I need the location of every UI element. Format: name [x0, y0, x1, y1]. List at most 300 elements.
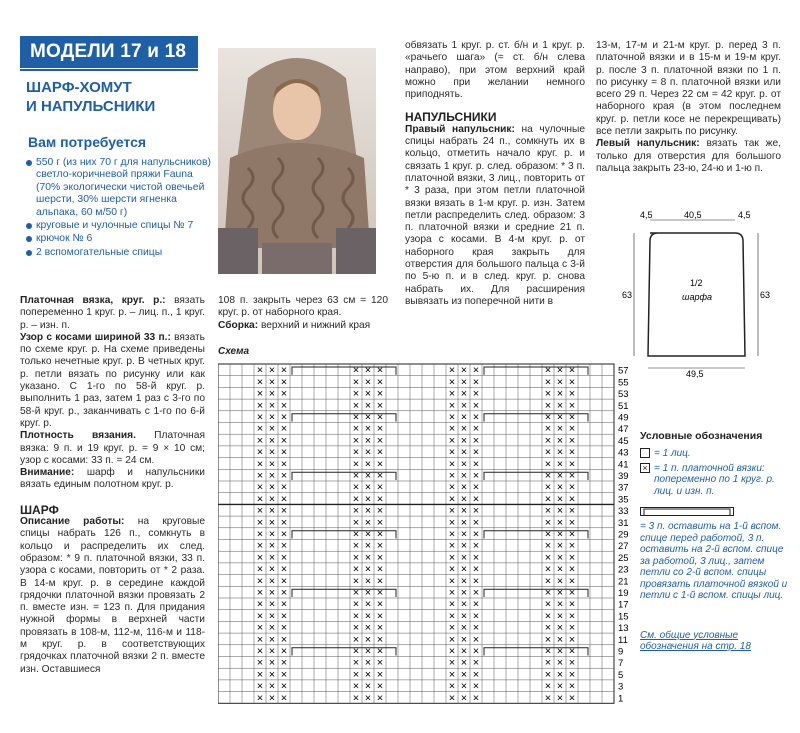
- cross-cell: ×: [256, 551, 264, 564]
- cross-cell: ×: [472, 587, 480, 599]
- cross-cell: ×: [544, 399, 552, 412]
- cross-cell: ×: [352, 364, 360, 377]
- cross-cell: ×: [280, 481, 288, 494]
- cross-cell: ×: [364, 528, 372, 541]
- cross-cell: ×: [556, 692, 564, 705]
- cross-cell: ×: [448, 388, 456, 401]
- cross-cell: ×: [556, 516, 564, 529]
- cross-cell: ×: [460, 423, 468, 436]
- row-number: 3: [618, 681, 624, 693]
- cross-cell: ×: [376, 470, 384, 482]
- cross-cell: ×: [256, 633, 264, 646]
- cross-cell: ×: [472, 610, 480, 623]
- cross-cell: ×: [352, 540, 360, 553]
- cross-cell: ×: [256, 645, 264, 658]
- cross-cell: ×: [460, 540, 468, 553]
- cross-cell: ×: [280, 399, 288, 412]
- cross-cell: ×: [460, 458, 468, 471]
- cross-cell: ×: [256, 399, 264, 412]
- row-number: 41: [618, 459, 629, 471]
- dim-left-h: 63: [622, 290, 633, 300]
- cross-cell: ×: [364, 657, 372, 670]
- dim-top: 40,5: [684, 210, 702, 220]
- cross-cell: ×: [568, 657, 576, 670]
- cross-cell: ×: [568, 598, 576, 611]
- cross-cell: ×: [280, 516, 288, 529]
- cross-cell: ×: [448, 399, 456, 412]
- cross-cell: ×: [472, 551, 480, 564]
- cross-cell: ×: [460, 575, 468, 588]
- cross-cell: ×: [460, 610, 468, 623]
- cross-cell: ×: [568, 575, 576, 588]
- cross-cell: ×: [568, 399, 576, 412]
- cross-cell: ×: [268, 505, 276, 518]
- row-number: 11: [618, 634, 628, 646]
- cross-cell: ×: [280, 376, 288, 389]
- cross-cell: ×: [448, 551, 456, 564]
- cross-cell: ×: [352, 680, 360, 693]
- cross-cell: ×: [364, 540, 372, 553]
- cross-cell: ×: [544, 575, 552, 588]
- row-number: 1: [618, 693, 624, 705]
- right-wristlet-cont: 13-м, 17-м и 21-м круг. р. перед 3 п. платочной вязки и в 15-м и 19-м круг. р. после 3 п. платочной вязки по 1 п. по рисунку = 8 п. платочной вязки или всего 29 п. Через 22 см = 42 круг. р. от наборного края (в этом последнем круг. р. петли косе не перекрещивать) все петли закрыть по рисунку.: [596, 40, 781, 138]
- cross-cell: ×: [556, 551, 564, 564]
- cross-cell: ×: [472, 364, 480, 377]
- cross-cell: ×: [568, 692, 576, 705]
- cross-cell: ×: [568, 434, 576, 447]
- cross-cell: ×: [472, 516, 480, 529]
- cross-cell: ×: [544, 680, 552, 693]
- cross-cell: ×: [376, 633, 384, 646]
- cross-cell: ×: [568, 376, 576, 389]
- cross-cell: ×: [364, 610, 372, 623]
- cross-cell: ×: [448, 668, 456, 681]
- cross-cell: ×: [352, 610, 360, 623]
- cross-cell: ×: [376, 388, 384, 401]
- scarf-heading: ШАРФ: [20, 502, 59, 517]
- cross-cell: ×: [556, 633, 564, 646]
- row-number: 45: [618, 435, 629, 447]
- cross-cell: ×: [364, 598, 372, 611]
- cross-cell: ×: [556, 423, 564, 436]
- cross-cell: ×: [364, 645, 372, 658]
- cross-cell: ×: [280, 575, 288, 588]
- cross-cell: ×: [472, 563, 480, 576]
- cross-cell: ×: [376, 551, 384, 564]
- cross-cell: ×: [268, 657, 276, 670]
- cross-cell: ×: [448, 481, 456, 494]
- requirements-heading: Вам потребуется: [28, 134, 147, 150]
- cross-cell: ×: [268, 516, 276, 529]
- cross-cell: ×: [472, 622, 480, 635]
- cross-cell: ×: [460, 563, 468, 576]
- cross-cell: ×: [460, 388, 468, 401]
- cross-cell: ×: [544, 470, 552, 482]
- cross-cell: ×: [556, 610, 564, 623]
- cross-cell: ×: [448, 364, 456, 377]
- cross-cell-icon: ×: [640, 463, 650, 473]
- cross-cell: ×: [256, 657, 264, 670]
- cross-cell: ×: [448, 446, 456, 459]
- row-number: 57: [618, 365, 629, 377]
- cross-cell: ×: [568, 563, 576, 576]
- cross-cell: ×: [568, 551, 576, 564]
- model-header: МОДЕЛИ 17 и 18: [20, 36, 198, 68]
- cross-cell: ×: [256, 668, 264, 681]
- cross-cell: ×: [556, 680, 564, 693]
- row-number: 21: [618, 576, 629, 588]
- cross-cell: ×: [364, 388, 372, 401]
- cross-cell: ×: [256, 622, 264, 635]
- cross-cell: ×: [568, 493, 576, 506]
- cross-cell: ×: [544, 622, 552, 635]
- row-number: 47: [618, 424, 629, 436]
- cross-cell: ×: [376, 540, 384, 553]
- cross-cell: ×: [256, 423, 264, 436]
- diag-center-1: 1/2: [690, 278, 703, 288]
- cross-cell: ×: [568, 610, 576, 623]
- chart-title: Схема: [218, 346, 250, 357]
- cross-cell: ×: [376, 411, 384, 424]
- edge-finishing: обвязать 1 круг. р. ст. б/н и 1 круг. р. «рачьего шага» (= ст. б/н слева направо), при этом верхний край можно при желании немного приподнять.: [405, 40, 585, 101]
- cross-cell: ×: [268, 587, 276, 599]
- cross-cell: ×: [268, 458, 276, 471]
- cross-cell: ×: [364, 563, 372, 576]
- cross-cell: ×: [352, 399, 360, 412]
- legend-item-cable: = 3 п. оставить на 1-й вспом. спице перед работой, 3 п. оставить на 2-й вспом. спице за работой, 3 лиц., затем петли со 2-й вспом. спицы провязать платочной вязкой и петли с 1-й вспом. спицы лиц.: [640, 503, 790, 602]
- cross-cell: ×: [448, 470, 456, 482]
- cross-cell: ×: [280, 633, 288, 646]
- cross-cell: ×: [256, 493, 264, 506]
- cross-cell: ×: [268, 540, 276, 553]
- cross-cell: ×: [352, 587, 360, 599]
- cross-cell: ×: [256, 528, 264, 541]
- cross-cell: ×: [460, 645, 468, 658]
- cross-cell: ×: [376, 587, 384, 599]
- cross-cell: ×: [460, 680, 468, 693]
- header-rule: [20, 69, 198, 71]
- cross-cell: ×: [556, 399, 564, 412]
- cross-cell: ×: [448, 493, 456, 506]
- cross-cell: ×: [364, 622, 372, 635]
- row-number: 55: [618, 377, 629, 389]
- article-title: [26, 78, 206, 116]
- cross-cell: ×: [472, 680, 480, 693]
- dim-bottom: 49,5: [686, 369, 704, 378]
- cross-cell: ×: [268, 411, 276, 424]
- cross-cell: ×: [448, 633, 456, 646]
- cross-cell: ×: [544, 493, 552, 506]
- legend-footnote: См. общие условные обозначения на стр. 18: [640, 629, 751, 652]
- row-number: 9: [618, 646, 624, 658]
- cross-cell: ×: [448, 692, 456, 705]
- cross-cell: ×: [352, 657, 360, 670]
- cross-cell: ×: [460, 692, 468, 705]
- cross-cell: ×: [268, 364, 276, 377]
- cross-cell: ×: [556, 575, 564, 588]
- cross-cell: ×: [472, 505, 480, 518]
- cross-cell: ×: [352, 563, 360, 576]
- cross-cell: ×: [256, 481, 264, 494]
- cross-cell: ×: [460, 657, 468, 670]
- row-number: 15: [618, 611, 629, 623]
- cross-cell: ×: [352, 516, 360, 529]
- scarf-description: Описание работы: на круговые спицы набрать 126 п., сомкнуть в кольцо и распределить их след. образом: * 9 п. платочной вязки, 33 п. узора с косами, повторить от * 2 раза. В 14-м круг. р. в середине каждой грядочки платочной вязки провязать 2 п. вместе изн. = 123 п. Для придания нужной формы в верхней части провязать в 108-м, 112-м, 116-м и 118-м круг. р. в соответствующих грядочках платочной вязки 2 п. вместе изн. Оставшиеся: [20, 516, 205, 675]
- cross-cell: ×: [472, 481, 480, 494]
- diag-center-2: шарфа: [682, 292, 713, 302]
- cross-cell: ×: [268, 493, 276, 506]
- cross-cell: ×: [472, 423, 480, 436]
- cross-cell: ×: [448, 645, 456, 658]
- cross-cell: ×: [364, 493, 372, 506]
- cross-cell: ×: [472, 633, 480, 646]
- cross-cell: ×: [256, 434, 264, 447]
- cross-cell: ×: [376, 493, 384, 506]
- cross-cell: ×: [364, 587, 372, 599]
- cross-cell: ×: [544, 434, 552, 447]
- cross-cell: ×: [352, 575, 360, 588]
- cross-cell: ×: [556, 598, 564, 611]
- cross-cell: ×: [256, 575, 264, 588]
- title-line-2: И НАПУЛЬСНИКИ: [26, 98, 156, 115]
- cross-cell: ×: [448, 622, 456, 635]
- cross-cell: ×: [376, 516, 384, 529]
- cross-cell: ×: [472, 446, 480, 459]
- empty-cell-icon: [640, 448, 650, 458]
- cross-cell: ×: [544, 423, 552, 436]
- cross-cell: ×: [460, 399, 468, 412]
- row-number: 5: [618, 669, 624, 681]
- cross-cell: ×: [544, 610, 552, 623]
- cross-cell: ×: [460, 516, 468, 529]
- cross-cell: ×: [352, 434, 360, 447]
- row-number: 39: [618, 471, 629, 482]
- cross-cell: ×: [460, 633, 468, 646]
- row-number: 43: [618, 447, 629, 459]
- cross-cell: ×: [460, 434, 468, 447]
- row-number: 27: [618, 541, 629, 553]
- cross-cell: ×: [556, 645, 564, 658]
- cross-cell: ×: [256, 446, 264, 459]
- cross-cell: ×: [376, 657, 384, 670]
- cross-cell: ×: [256, 563, 264, 576]
- assembly: Сборка: верхний и нижний края: [218, 319, 371, 331]
- cross-cell: ×: [280, 587, 288, 599]
- cross-cell: ×: [268, 470, 276, 482]
- cross-cell: ×: [568, 622, 576, 635]
- cross-cell: ×: [352, 376, 360, 389]
- middle-column: [405, 40, 585, 308]
- cross-cell: ×: [280, 458, 288, 471]
- cross-cell: ×: [544, 516, 552, 529]
- cross-cell: ×: [544, 364, 552, 377]
- cross-cell: ×: [352, 411, 360, 424]
- cross-cell: ×: [352, 528, 360, 541]
- row-number: 37: [618, 482, 629, 494]
- cross-cell: ×: [448, 610, 456, 623]
- cable-cross-icon: [640, 507, 734, 516]
- cross-cell: ×: [376, 598, 384, 611]
- cross-cell: ×: [568, 470, 576, 482]
- cross-cell: ×: [280, 411, 288, 424]
- cross-cell: ×: [556, 411, 564, 424]
- cross-cell: ×: [568, 668, 576, 681]
- cross-cell: ×: [376, 528, 384, 541]
- cross-cell: ×: [364, 376, 372, 389]
- cross-cell: ×: [352, 458, 360, 471]
- cross-cell: ×: [268, 598, 276, 611]
- cross-cell: ×: [352, 622, 360, 635]
- row-number: 53: [618, 389, 629, 401]
- cross-cell: ×: [268, 633, 276, 646]
- cross-cell: ×: [256, 364, 264, 377]
- cross-cell: ×: [268, 446, 276, 459]
- cross-cell: ×: [448, 528, 456, 541]
- cross-cell: ×: [364, 668, 372, 681]
- cross-cell: ×: [448, 587, 456, 599]
- cross-cell: ×: [556, 657, 564, 670]
- row-number: 51: [618, 400, 629, 412]
- cross-cell: ×: [268, 622, 276, 635]
- model-photo: [218, 48, 376, 274]
- cross-cell: ×: [364, 423, 372, 436]
- cross-cell: ×: [460, 668, 468, 681]
- cross-cell: ×: [256, 505, 264, 518]
- cross-cell: ×: [544, 563, 552, 576]
- cross-cell: ×: [364, 446, 372, 459]
- wristlets-heading: НАПУЛЬСНИКИ: [405, 110, 497, 125]
- cross-cell: ×: [472, 458, 480, 471]
- cable-chart: [218, 360, 658, 705]
- cross-cell: ×: [568, 411, 576, 424]
- cross-cell: ×: [472, 376, 480, 389]
- cross-cell: ×: [568, 505, 576, 518]
- cross-cell: ×: [472, 493, 480, 506]
- cross-cell: ×: [448, 563, 456, 576]
- row-number: 7: [618, 658, 624, 670]
- cross-cell: ×: [268, 645, 276, 658]
- cross-cell: ×: [568, 446, 576, 459]
- cross-cell: ×: [556, 505, 564, 518]
- cross-cell: ×: [556, 563, 564, 576]
- under-photo-text: [218, 295, 388, 332]
- cross-cell: ×: [352, 481, 360, 494]
- cross-cell: ×: [268, 376, 276, 389]
- cross-cell: ×: [472, 692, 480, 705]
- legend-title: Условные обозначения: [640, 430, 763, 442]
- cross-cell: ×: [556, 540, 564, 553]
- cross-cell: ×: [376, 622, 384, 635]
- cross-cell: ×: [448, 540, 456, 553]
- cross-cell: ×: [352, 446, 360, 459]
- cross-cell: ×: [568, 633, 576, 646]
- cross-cell: ×: [544, 540, 552, 553]
- cross-cell: ×: [568, 364, 576, 377]
- cross-cell: ×: [256, 610, 264, 623]
- requirement-item: 550 г (из них 70 г для напульсников) светло-коричневой пряжи Fauna (70% экологически чистой овечьей шерсти, 30% шерсти ягненка альпака, 60 м/50 г): [24, 157, 212, 219]
- cross-cell: ×: [280, 598, 288, 611]
- cross-cell: ×: [460, 411, 468, 424]
- cross-cell: ×: [556, 434, 564, 447]
- cross-cell: ×: [472, 575, 480, 588]
- cross-cell: ×: [280, 388, 288, 401]
- cross-cell: ×: [460, 551, 468, 564]
- cross-cell: ×: [568, 587, 576, 599]
- cross-cell: ×: [376, 434, 384, 447]
- cross-cell: ×: [364, 680, 372, 693]
- title-line-1: ШАРФ-ХОМУТ: [26, 79, 132, 96]
- cross-cell: ×: [544, 446, 552, 459]
- legend-item-knit: = 1 лиц.: [640, 448, 790, 460]
- requirement-item: 2 вспомогательные спицы: [24, 247, 212, 259]
- row-number: 33: [618, 506, 629, 518]
- row-number: 49: [618, 412, 629, 424]
- cross-cell: ×: [376, 458, 384, 471]
- cross-cell: ×: [448, 680, 456, 693]
- cross-cell: ×: [364, 399, 372, 412]
- cross-cell: ×: [376, 575, 384, 588]
- row-number: 13: [618, 623, 629, 635]
- cross-cell: ×: [280, 423, 288, 436]
- cross-cell: ×: [256, 598, 264, 611]
- scarf-shape-diagram: [610, 208, 780, 378]
- cross-cell: ×: [268, 563, 276, 576]
- cross-cell: ×: [352, 668, 360, 681]
- cross-cell: ×: [280, 680, 288, 693]
- cross-cell: ×: [268, 399, 276, 412]
- cross-cell: ×: [472, 657, 480, 670]
- cross-cell: ×: [460, 493, 468, 506]
- cross-cell: ×: [268, 551, 276, 564]
- cross-cell: ×: [472, 540, 480, 553]
- cross-cell: ×: [268, 692, 276, 705]
- legend: [640, 430, 790, 653]
- cross-cell: ×: [472, 470, 480, 482]
- left-column: [20, 295, 205, 676]
- cross-cell: ×: [544, 458, 552, 471]
- cross-cell: ×: [376, 645, 384, 658]
- cross-cell: ×: [268, 423, 276, 436]
- cross-cell: ×: [556, 622, 564, 635]
- cross-cell: ×: [460, 587, 468, 599]
- cross-cell: ×: [568, 516, 576, 529]
- cross-cell: ×: [364, 434, 372, 447]
- cross-cell: ×: [472, 598, 480, 611]
- cross-cell: ×: [544, 668, 552, 681]
- cross-cell: ×: [256, 458, 264, 471]
- cross-cell: ×: [280, 692, 288, 705]
- requirements-list: [24, 157, 212, 260]
- cross-cell: ×: [448, 598, 456, 611]
- cross-cell: ×: [268, 481, 276, 494]
- cross-cell: ×: [364, 505, 372, 518]
- cross-cell: ×: [364, 481, 372, 494]
- requirement-item: круговые и чулочные спицы № 7: [24, 220, 212, 232]
- cross-cell: ×: [460, 505, 468, 518]
- cross-cell: ×: [280, 645, 288, 658]
- cross-cell: ×: [256, 376, 264, 389]
- cross-cell: ×: [280, 493, 288, 506]
- cross-cell: ×: [448, 516, 456, 529]
- cross-cell: ×: [568, 680, 576, 693]
- cross-cell: ×: [568, 423, 576, 436]
- cross-cell: ×: [364, 551, 372, 564]
- cross-cell: ×: [472, 411, 480, 424]
- cross-cell: ×: [448, 657, 456, 670]
- cross-cell: ×: [448, 376, 456, 389]
- cross-cell: ×: [556, 388, 564, 401]
- cross-cell: ×: [460, 376, 468, 389]
